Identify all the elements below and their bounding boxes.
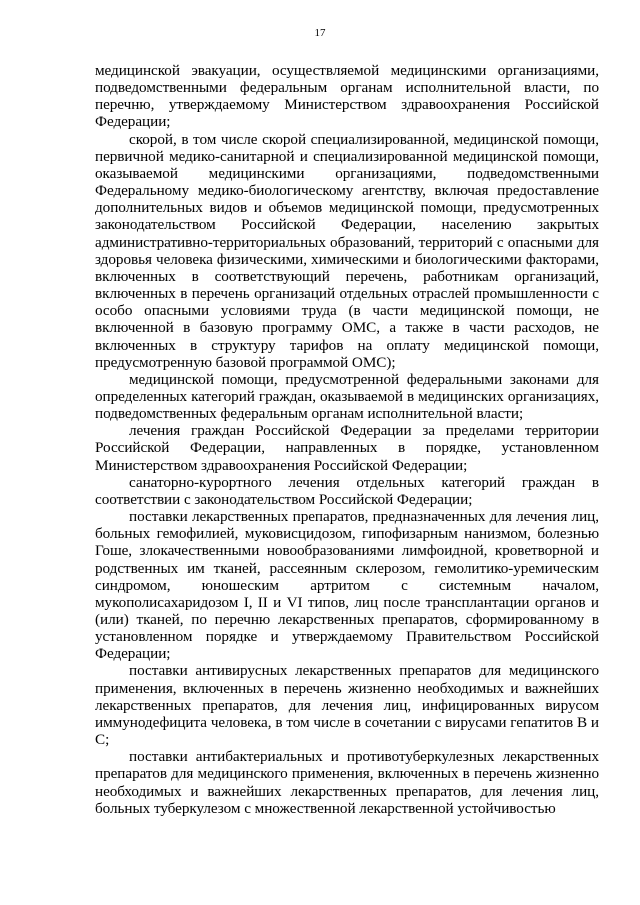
paragraph-sanatorium-treatment: санаторно-курортного лечения отдельных категорий граждан в соответствии с законодательством Российской Федерации;	[95, 473, 599, 508]
paragraph-medical-evacuation: медицинской эвакуации, осуществляемой медицинскими организациями, подведомственными федеральным органам исполнительной власти, по перечню, утверждаемому Министерством здравоохранения Российской Федерации;	[95, 62, 599, 131]
paragraph-drug-supply-rare-diseases: поставки лекарственных препаратов, предназначенных для лечения лиц, больных гемофилией, муковисцидозом, гипофизарным нанизмом, болезнью Гоше, злокачественными новообразованиями лимфоидной, кроветворной и родственных им тканей, рассеянным склерозом, гемолитико-уремическим синдромом, юношеским артритом с системным началом, мукополисахаридозом I, II и VI типов, лиц после трансплантации органов и (или) тканей, по перечню лекарственных препаратов, сформированному в установленном порядке и утверждаемому Правительством Российской Федерации;	[95, 508, 599, 663]
page-number: 17	[314, 27, 326, 39]
paragraph-antiviral-drugs: поставки антивирусных лекарственных препаратов для медицинского применения, включенных в перечень жизненно необходимых и важнейших лекарственных препаратов, для лечения лиц, инфицированных вирусом иммунодефицита человека, в том числе в сочетании с вирусами гепатитов B и C;	[95, 662, 599, 749]
paragraph-emergency-care-fmba: скорой, в том числе скорой специализированной, медицинской помощи, первичной медико-санитарной и специализированной медицинской помощи, оказываемой медицинскими организациями, подведомственными Федеральному медико-биологическому агентству, включая предоставление дополнительных видов и объемов медицинской помощи, предусмотренных законодательством Российской Федерации, населению закрытых административно-территориальных образований, территорий с опасными для здоровья человека физическими, химическими и биологическими факторами, включенных в соответствующий перечень, работникам организаций, включенных в перечень организаций отдельных отраслей промышленности с особо опасными условиями труда (в части медицинской помощи, не включенной в базовую программу ОМС, а также в части расходов, не включенных в структуру тарифов на оплату медицинской помощи, предусмотренную базовой программой ОМС);	[95, 130, 599, 371]
document-body	[95, 62, 599, 817]
paragraph-federal-law-care: медицинской помощи, предусмотренной федеральными законами для определенных категорий граждан, оказываемой в медицинских организациях, подведомственных федеральным органам исполнительной власти;	[95, 370, 599, 423]
paragraph-antibacterial-drugs: поставки антибактериальных и противотуберкулезных лекарственных препаратов для медицинского применения, включенных в перечень жизненно необходимых и важнейших лекарственных препаратов, для лечения лиц, больных туберкулезом с множественной лекарственной устойчивостью	[95, 748, 599, 817]
paragraph-treatment-abroad: лечения граждан Российской Федерации за пределами территории Российской Федерации, направленных в порядке, установленном Министерством здравоохранения Российской Федерации;	[95, 422, 599, 474]
